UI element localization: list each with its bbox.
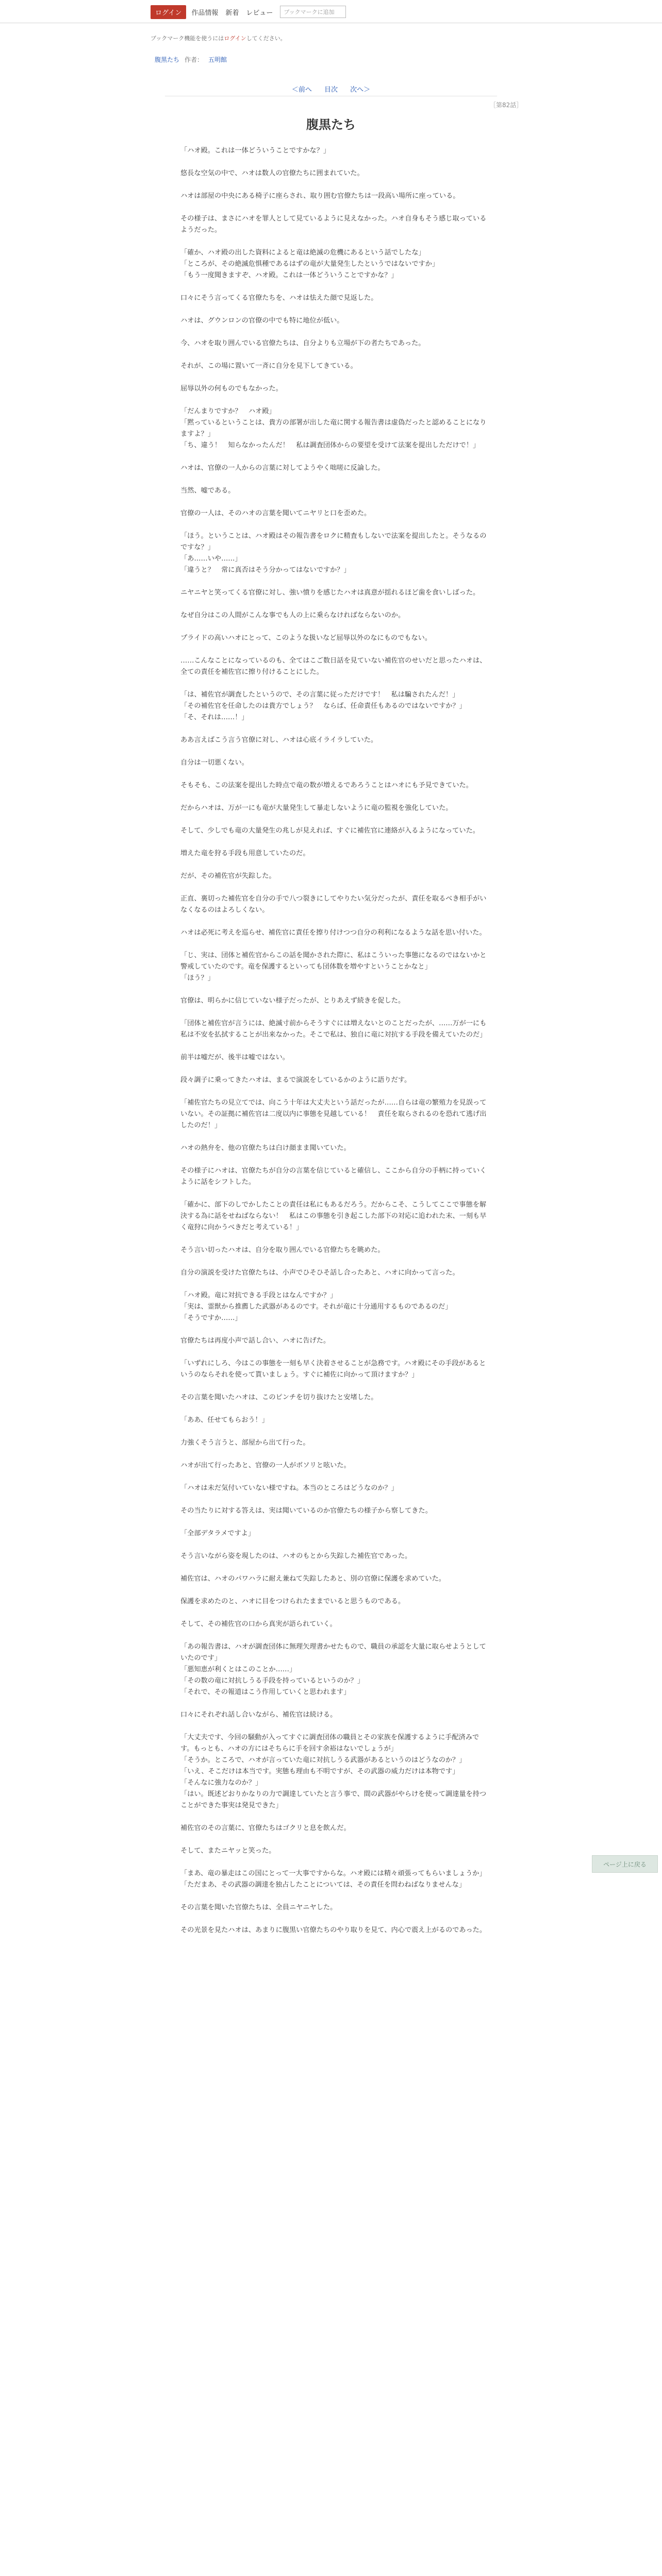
breadcrumb	[155, 55, 227, 64]
notice-suffix: してください。	[246, 35, 286, 42]
body-paragraph: そして、またニヤッと笑った。	[180, 1847, 276, 1855]
nav-item-work-info[interactable]: 作品情報	[191, 9, 219, 17]
body-paragraph: 「まあ、竜の暴走はこの国にとって一大事ですからな。ハオ殿には精々頑張ってもらいましょうか」 「ただまあ、その武器の調達を独占したことについては、その責任を問わねばなりませんな」	[180, 1870, 486, 1889]
body-paragraph: 悠長な空気の中で、ハオは数人の官僚たちに囲まれていた。	[180, 170, 364, 177]
body-paragraph: それが、この場に置いて一斉に自分を見下してきている。	[180, 362, 357, 370]
paragraph-gap	[180, 1913, 490, 1925]
body-paragraph: 官僚は、明らかに信じていない様子だったが、とりあえず続きを促した。	[180, 997, 405, 1005]
paragraph-gap	[180, 202, 490, 213]
body-paragraph: 自分の演説を受けた官僚たちは、小声でひそひそ話し合ったあと、ハオに向かって言った。	[180, 1269, 459, 1277]
body-paragraph: ……こんなことになっているのも、全てはこご数日話を見ていない補佐官のせいだと思ったハオは、全ての責任を補佐官に擦り付けることにした。	[180, 657, 487, 676]
body-paragraph: 官僚の一人は、そのハオの言葉を聞いてニヤリと口を歪めた。	[180, 510, 371, 517]
body-paragraph: ああ言えばこう言う官僚に対し、ハオは心底イライラしていた。	[180, 736, 378, 744]
paragraph-gap	[180, 1233, 490, 1245]
body-paragraph: 「は、補佐官が調査したというので、その言葉に従っただけです！ 私は騙されたんだ！」 「その補佐官を任命したのは貴方でしょう？ ならば、任命責任もあるのではないですか？」 「そ、それは……！」	[180, 691, 466, 721]
paragraph-gap	[180, 1086, 490, 1097]
paragraph-gap	[180, 791, 490, 803]
chapter-title: 腹黒たち	[306, 117, 356, 132]
paragraph-gap	[180, 1834, 490, 1845]
notice-login-link[interactable]: ログイン	[224, 35, 246, 42]
body-paragraph: 補佐官のその言葉に、官僚たちはゴクリと息を飲んだ。	[180, 1824, 351, 1832]
body-paragraph: 口々にそう言ってくる官僚たちを、ハオは怯えた顔で見返した。	[180, 294, 378, 302]
paragraph-gap	[180, 1585, 490, 1596]
body-paragraph: 官僚たちは再度小声で話し合い、ハオに告げた。	[180, 1337, 330, 1345]
paragraph-gap	[180, 1007, 490, 1018]
paragraph-gap	[180, 1471, 490, 1483]
paragraph-gap	[180, 497, 490, 508]
paragraph-gap	[180, 1041, 490, 1052]
body-paragraph: 「大丈夫です、今回の騒動が入ってすぐに調査団体の職員とその家族を保護するように手配済みです。もっとも、ハオの方にはそちらに手を回す余裕はないでしょうが」 「そうか。ところで、ハオが言っていた竜に対抗しうる武器があるというのはどうなのか？」 「いえ、そこだけは本当です。実態も理由も不明ですが、その武器の威力だけは本物です」 「そんなに強力なのか？」 「はい。既述どおりかなりの力で調達していたと言う事で、間の武器がやらけを使って調達量を持つことができた事実は発見できた」	[180, 1734, 487, 1809]
paragraph-gap	[180, 1347, 490, 1358]
body-paragraph: プライドの高いハオにとって、このような扱いなど屈辱以外のなにものでもない。	[180, 634, 432, 642]
paragraph-gap	[180, 1517, 490, 1528]
paragraph-gap	[180, 859, 490, 871]
body-paragraph: 「ハオ殿。これは一体どういうことですかな？」	[180, 147, 330, 155]
body-paragraph: ハオは必死に考えを巡らせ、補佐官に責任を擦り付けつつ自分の利利になるような話を思い付いた。	[180, 929, 486, 937]
chapter-body	[180, 145, 490, 1947]
paragraph-gap	[180, 372, 490, 383]
paragraph-gap	[180, 1426, 490, 1437]
paragraph-gap	[180, 576, 490, 587]
top-nav-inner	[151, 5, 346, 19]
body-paragraph: 力強くそう言うと、部屋から出て行った。	[180, 1439, 310, 1447]
back-to-top-button[interactable]: ページ上に戻る	[592, 1855, 658, 1873]
body-paragraph: そして、少しでも竜の大量発生の兆しが見えれば、すぐに補佐官に連絡が入るようになっていた。	[180, 827, 479, 835]
bookmark-add-box[interactable]: ブックマークに追加	[280, 6, 346, 18]
paragraph-gap	[180, 395, 490, 406]
body-paragraph: 「確かに、部下のしでかしたことの責任は私にもあるだろう。だからこそ、こうしてここで事態を解決する為に話をせねばならない！ 私はこの事態を引き起こした部下の対応に追われた末、一刻も早く竜狩に向かうべきだと考えている！」	[180, 1201, 487, 1231]
body-paragraph: 前半は嘘だが、後半は嘘ではない。	[180, 1054, 289, 1061]
paragraph-gap	[180, 1607, 490, 1619]
chapter-number: ［第82話］	[490, 101, 523, 109]
paragraph-gap	[180, 882, 490, 893]
paragraph-gap	[180, 1131, 490, 1143]
body-paragraph: ニヤニヤと笑ってくる官僚に対し、強い憤りを感じたハオは真意が揺れるほど歯を食いしばった。	[180, 589, 480, 597]
paragraph-gap	[180, 1721, 490, 1732]
body-paragraph: その言葉を聞いたハオは、このピンチを切り抜けたと安堵した。	[180, 1394, 378, 1401]
paragraph-gap	[180, 644, 490, 655]
body-paragraph: 保護を求めたのと、ハオに目をつけられたままでいると思うものである。	[180, 1598, 405, 1605]
body-paragraph: 「確か、ハオ殿の出した資料によると竜は絶滅の危機にあるという話でしたな」 「ところが、その絶滅危惧種であるはずの竜が大量発生したというではないですか」 「もう一度聞きますぞ、ハオ殿。これは一体どういうことですかな？」	[180, 249, 439, 279]
body-paragraph: 「全部デタラメですよ」	[180, 1530, 255, 1537]
paragraph-gap	[180, 327, 490, 338]
paragraph-gap	[180, 236, 490, 247]
top-nav	[0, 0, 662, 23]
paragraph-gap	[180, 723, 490, 735]
paragraph-gap	[180, 1449, 490, 1460]
body-paragraph: 口々にそれぞれ話し合いながら、補佐官は続ける。	[180, 1711, 337, 1719]
body-paragraph: そもそも、この法案を提出した時点で竜の数が増えるであろうことはハオにも予見できていた。	[180, 782, 473, 789]
body-paragraph: 「ああ、任せてもらおう！」	[180, 1416, 269, 1424]
paragraph-gap	[180, 179, 490, 191]
paragraph-gap	[180, 349, 490, 361]
paragraph-gap	[180, 1256, 490, 1267]
paragraph-gap	[180, 621, 490, 633]
body-paragraph: 自分は一切悪くない。	[180, 759, 249, 767]
body-paragraph: その様子にハオは、官僚たちが自分の言葉を信じていると確信し、ここから自分の手柄に持っていくように話をシフトした。	[180, 1167, 487, 1186]
paragraph-gap	[180, 1279, 490, 1290]
paragraph-gap	[180, 837, 490, 848]
notice-prefix: ブックマーク機能を使うには	[151, 35, 224, 42]
bookmark-login-notice	[151, 34, 286, 42]
body-paragraph: 正直、裏切った補佐官を自分の手で八つ裂きにしてやりたい気分だったが、責任を取るべき相手がいなくなるのはよろしくない。	[180, 895, 487, 914]
body-paragraph: そう言い切ったハオは、自分を取り囲んでいる官僚たちを眺めた。	[180, 1246, 385, 1254]
body-paragraph: そう言いながら姿を現したのは、ハオのもとから失踪した補佐官であった。	[180, 1552, 412, 1560]
body-paragraph: その様子は、まさにハオを罪人として見ているように見えなかった。ハオ自身もそう感じ取っているようだった。	[180, 215, 487, 234]
toc-link[interactable]: 目次	[324, 86, 338, 94]
nav-item-new[interactable]: 新着	[225, 9, 239, 17]
paragraph-gap	[180, 1891, 490, 1902]
body-paragraph: だが、その補佐官が失踪した。	[180, 872, 276, 880]
body-paragraph: ハオは部屋の中央にある椅子に座らされ、取り囲む官僚たちは一段高い場所に座っている。	[180, 192, 460, 200]
paragraph-gap	[180, 1811, 490, 1823]
body-paragraph: 増えた竜を狩る手段も用意していたのだ。	[180, 850, 310, 857]
body-paragraph: 「団体と補佐官が言うには、絶滅寸前からそうすぐには増えないとのことだったが、……万が一にも私は不安を払拭することが出来なかった。そこで私は、独自に竜に対抗する手段を備えていたのだ」	[180, 1020, 487, 1039]
paragraph-gap	[180, 1936, 490, 1947]
next-link[interactable]: 次へ＞	[350, 86, 371, 94]
paragraph-gap	[180, 1381, 490, 1392]
body-paragraph: 「補佐官たちの見立てでは、向こう十年は大丈夫という話だったが……自らは竜の繁殖力を見誤っていない。その証拠に補佐官は二度以内に事態を見越している！ 責任を取らされるのを恐れて逃げ出したのだ！」	[180, 1099, 487, 1129]
paragraph-gap	[180, 916, 490, 927]
prev-link[interactable]: ＜前へ	[291, 86, 312, 94]
paragraph-gap	[180, 474, 490, 485]
paragraph-gap	[180, 1630, 490, 1641]
paragraph-gap	[180, 939, 490, 950]
paragraph-gap	[180, 769, 490, 780]
paragraph-gap	[180, 599, 490, 610]
paragraph-gap	[180, 1494, 490, 1505]
body-paragraph: そして、その補佐官の口から真実が語られていく。	[180, 1620, 337, 1628]
body-paragraph: 「ハオは未だ気付いていない様ですね。本当のところはどうなのか？」	[180, 1484, 398, 1492]
paragraph-gap	[180, 451, 490, 463]
paragraph-gap	[180, 984, 490, 995]
paragraph-gap	[180, 1188, 490, 1199]
nav-item-review[interactable]: レビュー	[246, 9, 273, 17]
paragraph-gap	[180, 1539, 490, 1551]
body-paragraph: 今、ハオを取り囲んでいる官僚たちは、自分よりも立場が下の者たちであった。	[180, 340, 425, 347]
body-paragraph: その光景を見たハオは、あまりに腹黒い官僚たちのやり取りを見て、内心で震え上がるのであった。	[180, 1926, 487, 1934]
body-paragraph: ハオは、グウンロンの官僚の中でも特に地位が低い。	[180, 317, 344, 325]
body-paragraph: 当然、嘘である。	[180, 487, 235, 495]
paragraph-gap	[180, 814, 490, 825]
body-paragraph: ハオが出て行ったあと、官僚の一人がボソリと呟いた。	[180, 1462, 351, 1469]
pager-top	[0, 84, 662, 94]
paragraph-gap	[180, 281, 490, 293]
paragraph-gap	[180, 1324, 490, 1335]
body-paragraph: ハオは、官僚の一人からの言葉に対してようやく咄嗟に反論した。	[180, 464, 385, 472]
login-button[interactable]: ログイン	[151, 5, 186, 19]
body-paragraph: その言葉を聞いた官僚たちは、全員ニヤニヤした。	[180, 1904, 337, 1911]
body-paragraph: 「あの報告書は、ハオが調査団体に無理矢理書かせたもので、職員の承認を大量に取らせようとしていたのです」 「悪知恵が利くとはこのことか……」 「その数の竜に対抗しうる手段を持っているというのか？」 「それで、その報道はこう作用していくと思われます」	[180, 1643, 486, 1696]
body-paragraph: なぜ自分はこの人間がこんな事でも人の上に乗らなければならないのか。	[180, 612, 405, 619]
paragraph-gap	[180, 304, 490, 315]
author-link[interactable]: 五明館	[208, 56, 227, 63]
work-title-link[interactable]: 腹黒たち	[155, 56, 180, 63]
body-paragraph: ハオの熱弁を、他の官僚たちは白け顔まま聞いていた。	[180, 1144, 351, 1152]
paragraph-gap	[180, 678, 490, 689]
body-paragraph: だからハオは、万が一にも竜が大量発生して暴走しないように竜の監視を強化していた。	[180, 804, 453, 812]
body-paragraph: 「ほう。ということは、ハオ殿はその報告書をロクに精査もしないで法案を提出したと。そうなるのですな？」 「あ……いや……」 「違うと？ 常に真否はそう分かってはないですか？」	[180, 532, 487, 574]
paragraph-gap	[180, 157, 490, 168]
body-paragraph: その当たりに対する答えは、実は聞いているのか官僚たちの様子から察してきた。	[180, 1507, 432, 1515]
body-paragraph: 「ハオ殿。竜に対抗できる手段とはなんですか？」 「実は、霊獣から推薦した武器があるのです。それが竜に十分通用するものであるのだ」 「そうですか……」	[180, 1292, 452, 1322]
paragraph-gap	[180, 1403, 490, 1415]
body-paragraph: 「いずれにしろ、今はこの事態を一刻も早く決着させることが急務です。ハオ殿にその手段があるというのならそれを使って貰いましょう。すぐに補佐に向かって頂けますか？」	[180, 1360, 486, 1379]
paragraph-gap	[180, 519, 490, 531]
body-paragraph: 「だんまりですか？ ハオ殿」 「黙っているということは、貴方の部署が出した竜に関する報告書は虚偽だったと認めることになりますよ？」 「ち、違う！ 知らなかったんだ！ 私は調査団体からの要望を受けて法案を提出しただけで！」	[180, 408, 487, 449]
paragraph-gap	[180, 1063, 490, 1075]
body-paragraph: 段々調子に乗ってきたハオは、まるで演説をしているかのように語りだす。	[180, 1076, 411, 1084]
body-paragraph: 補佐官は、ハオのパワハラに耐え兼ねて失踪したあと、別の官僚に保護を求めていた。	[180, 1575, 445, 1583]
body-paragraph: 「じ、実は、団体と補佐官からこの話を聞かされた際に、私はこういった事態になるのではないかと警戒していたのです。竜を保護するといっても団体数を増やすということかなと」 「ほう？」	[180, 952, 487, 982]
paragraph-gap	[180, 1154, 490, 1165]
body-paragraph: 屈辱以外の何ものでもなかった。	[180, 385, 283, 393]
paragraph-gap	[180, 1857, 490, 1868]
paragraph-gap	[180, 1698, 490, 1709]
author-label: 作者：	[185, 56, 204, 63]
paragraph-gap	[180, 1562, 490, 1573]
paragraph-gap	[180, 746, 490, 757]
